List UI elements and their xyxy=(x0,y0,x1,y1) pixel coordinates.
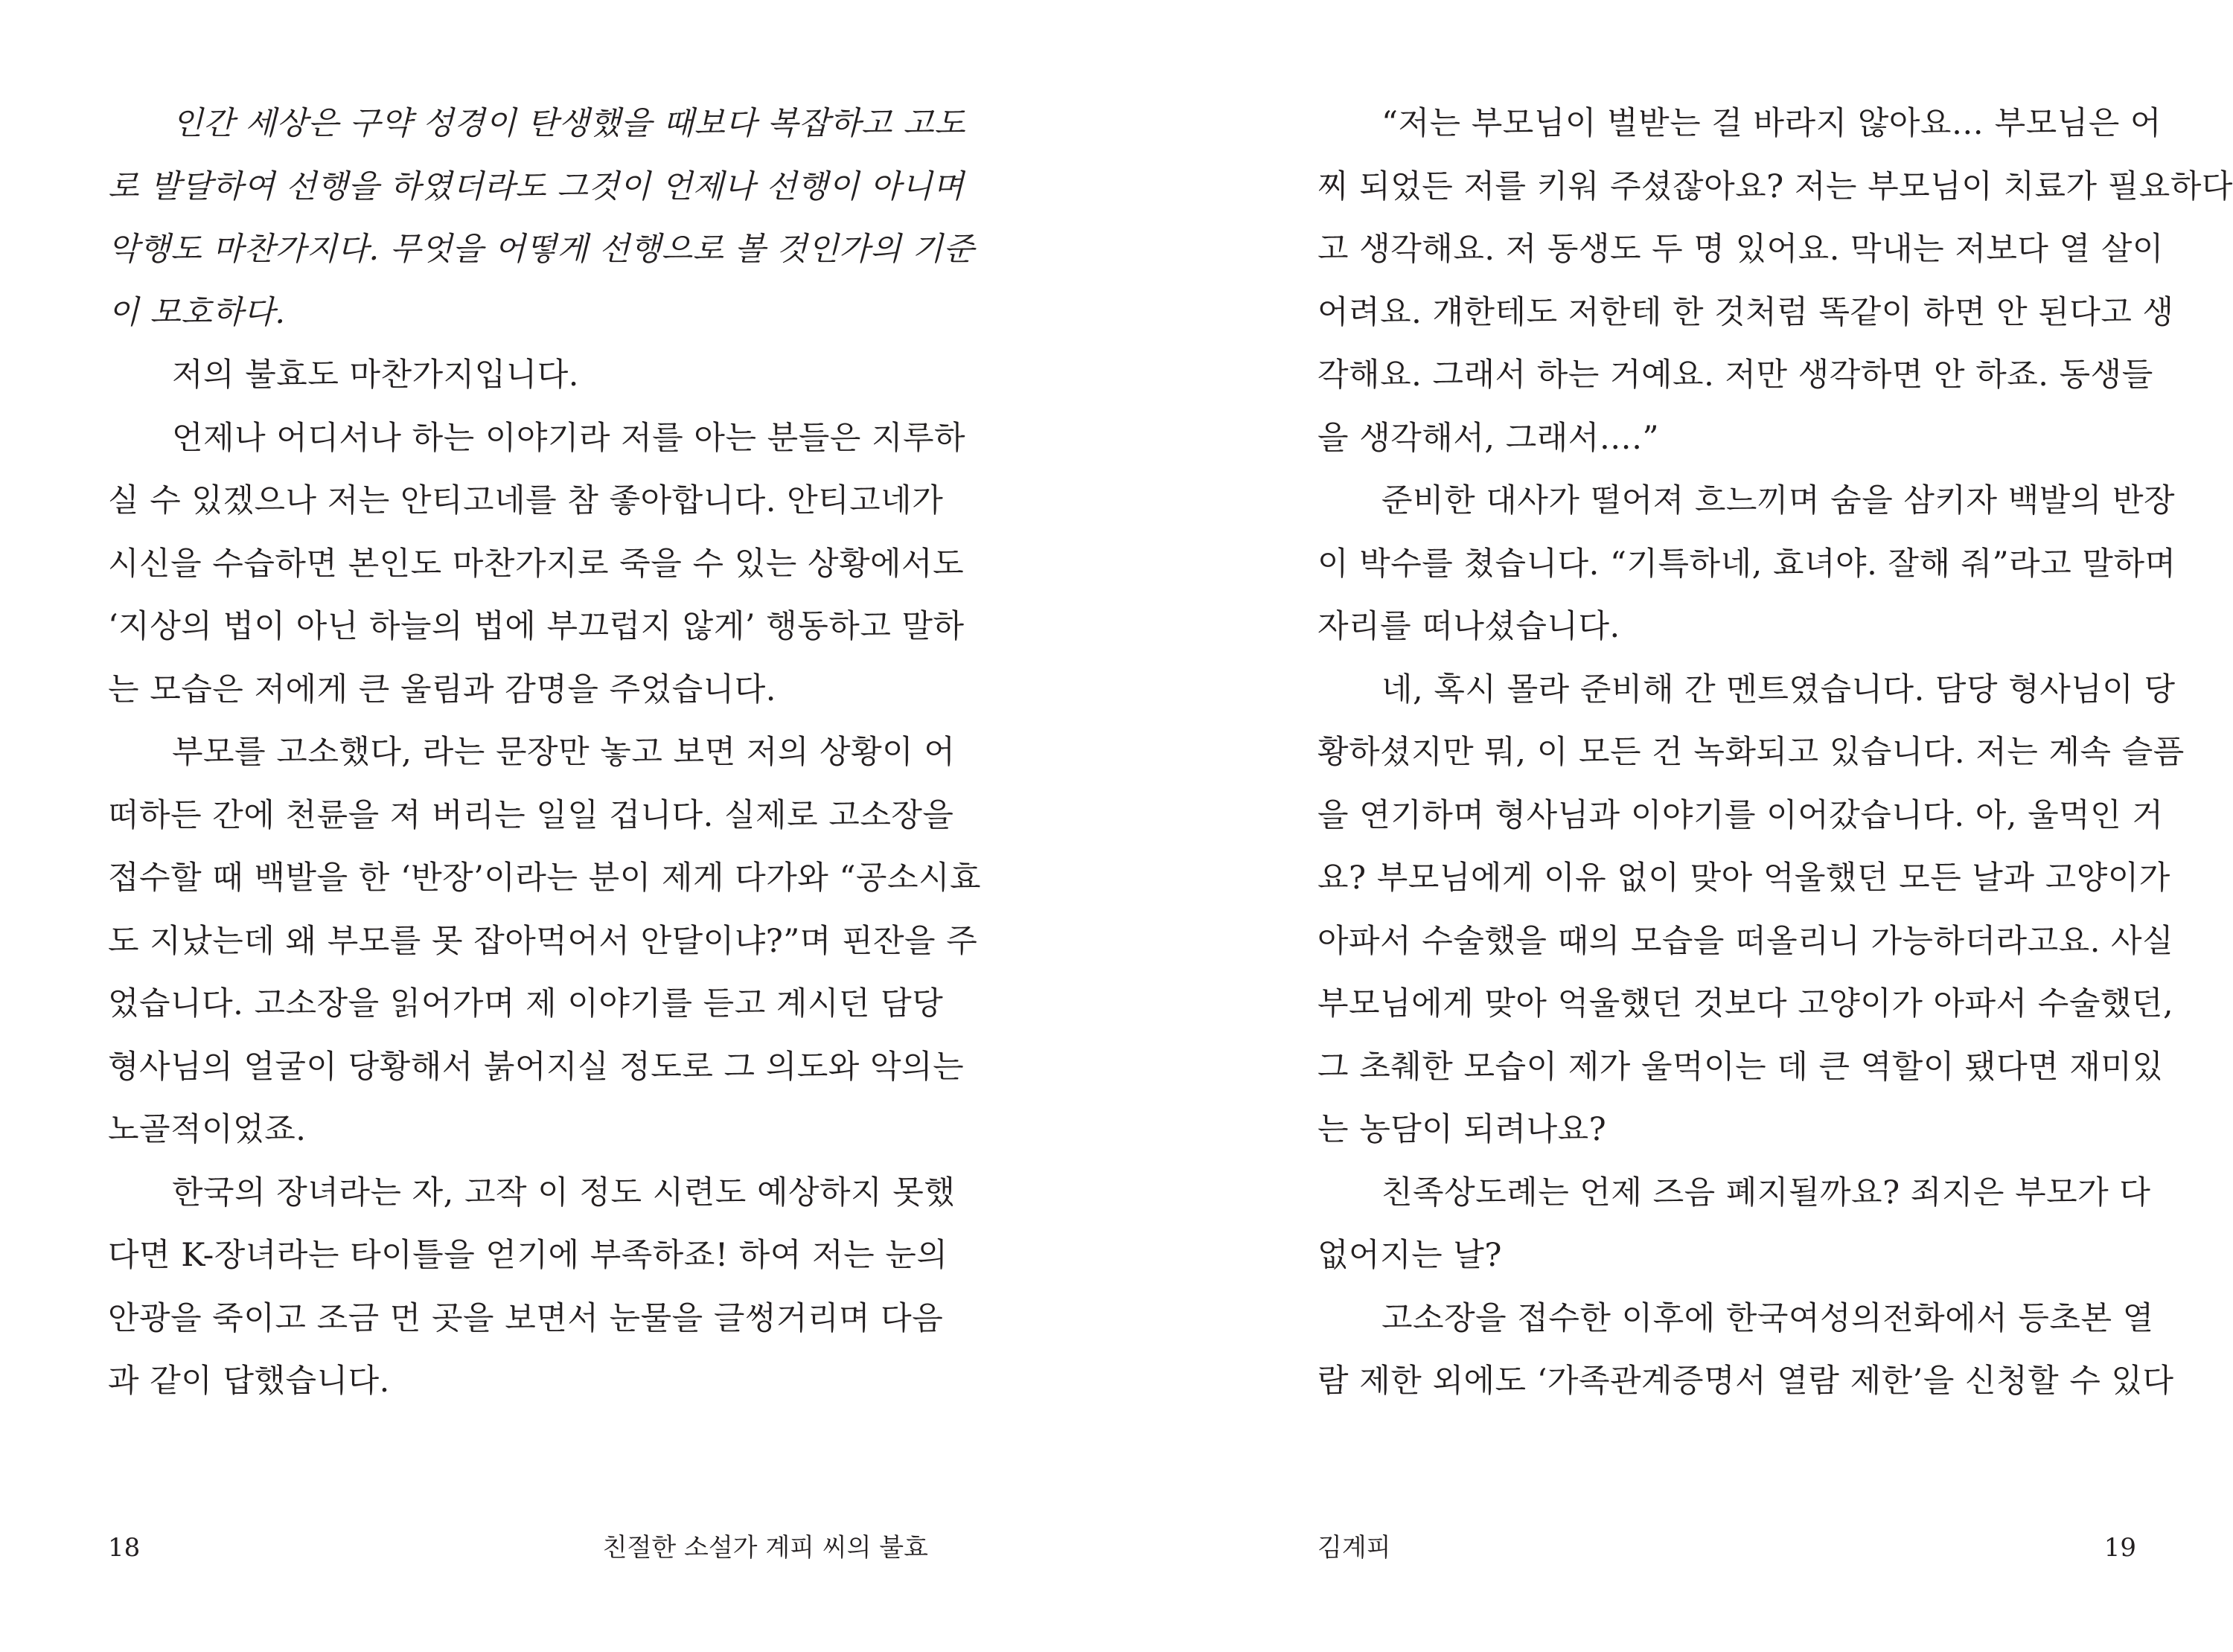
page-number: 18 xyxy=(108,1533,141,1563)
text-line: 어려요. 걔한테도 저한테 한 것처럼 똑같이 하면 안 된다고 생 xyxy=(1317,293,2174,331)
text-line: 부모를 고소했다, 라는 문장만 놓고 보면 저의 상황이 어 xyxy=(172,734,956,771)
text-line: 고소장을 접수한 이후에 한국여성의전화에서 등초본 열 xyxy=(1381,1299,2154,1337)
text-line: 시신을 수습하면 본인도 마찬가지로 죽을 수 있는 상황에서도 xyxy=(108,545,965,583)
paragraph xyxy=(108,407,966,722)
text-line: 요? 부모님에게 이유 없이 맞아 억울했던 모든 날과 고양이가 xyxy=(1317,859,2170,897)
text-line: 을 생각해서, 그래서….” xyxy=(1317,419,1659,457)
paragraph xyxy=(1317,659,2185,1162)
text-line: 악행도 마찬가지다. 무엇을 어떻게 선행으로 볼 것인가의 기준 xyxy=(108,231,975,268)
text-line: 었습니다. 고소장을 읽어가며 제 이야기를 듣고 계시던 담당 xyxy=(108,985,944,1022)
text-line: 찌 되었든 저를 키워 주셨잖아요? 저는 부모님이 치료가 필요하다 xyxy=(1317,167,2233,205)
text-line: 아파서 수술했을 때의 모습을 떠올리니 가능하더라고요. 사실 xyxy=(1317,922,2174,960)
text-line: 저의 불효도 마찬가지입니다. xyxy=(172,356,579,394)
text-line: 네, 혹시 몰라 준비해 간 멘트였습니다. 담당 형사님이 당 xyxy=(1381,670,2176,708)
text-line: 부모님에게 맞아 억울했던 것보다 고양이가 아파서 수술했던, xyxy=(1317,985,2174,1022)
paragraph xyxy=(1317,1162,2151,1287)
page-number: 19 xyxy=(2103,1533,2136,1563)
left-page xyxy=(0,0,1116,1652)
text-line: 한국의 장녀라는 자, 고작 이 정도 시련도 예상하지 못했 xyxy=(172,1174,956,1211)
running-title: 친절한 소설가 계피 씨의 불효 xyxy=(602,1533,928,1563)
paragraph xyxy=(108,721,982,1162)
text-line: 인간 세상은 구약 성경이 탄생했을 때보다 복잡하고 고도 xyxy=(172,105,966,142)
paragraph xyxy=(108,1162,956,1413)
paragraph xyxy=(1317,1287,2174,1413)
text-line: 실 수 있겠으나 저는 안티고네를 참 좋아합니다. 안티고네가 xyxy=(108,482,944,519)
text-line: 친족상도례는 언제 즈음 폐지될까요? 죄지은 부모가 다 xyxy=(1381,1174,2151,1211)
text-line: 준비한 대사가 떨어져 흐느끼며 숨을 삼키자 백발의 반장 xyxy=(1381,482,2176,519)
text-line: “저는 부모님이 벌받는 걸 바라지 않아요… 부모님은 어 xyxy=(1381,105,2162,142)
text-line: 없어지는 날? xyxy=(1317,1237,1502,1274)
text-line: 이 모호하다. xyxy=(108,293,286,331)
text-line: 그 초췌한 모습이 제가 울먹이는 데 큰 역할이 됐다면 재미있 xyxy=(1317,1048,2164,1086)
text-line: 노골적이었죠. xyxy=(108,1111,307,1148)
text-line: 는 농담이 되려나요? xyxy=(1317,1111,1607,1148)
right-page xyxy=(1116,0,2233,1652)
right-page-body xyxy=(1317,92,2233,1413)
running-title: 김계피 xyxy=(1317,1533,1391,1563)
text-line: 접수할 때 백발을 한 ‘반장’이라는 분이 제게 다가와 “공소시효 xyxy=(108,859,982,897)
text-line: 이 박수를 쳤습니다. “기특하네, 효녀야. 잘해 줘”라고 말하며 xyxy=(1317,545,2176,583)
text-line: 황하셨지만 뭐, 이 모든 건 녹화되고 있습니다. 저는 계속 슬픔 xyxy=(1317,734,2185,771)
text-line: 는 모습은 저에게 큰 울림과 감명을 주었습니다. xyxy=(108,670,776,708)
text-line: 형사님의 얼굴이 당황해서 붉어지실 정도로 그 의도와 악의는 xyxy=(108,1048,965,1086)
text-line: 고 생각해요. 저 동생도 두 명 있어요. 막내는 저보다 열 살이 xyxy=(1317,231,2164,268)
text-line: 안광을 죽이고 조금 먼 곳을 보면서 눈물을 글썽거리며 다음 xyxy=(108,1299,944,1337)
text-line: 을 연기하며 형사님과 이야기를 이어갔습니다. 아, 울먹인 거 xyxy=(1317,796,2164,834)
text-line: 람 제한 외에도 ‘가족관계증명서 열람 제한’을 신청할 수 있다 xyxy=(1317,1363,2174,1400)
text-line: 언제나 어디서나 하는 이야기라 저를 아는 분들은 지루하 xyxy=(172,419,966,457)
left-page-body xyxy=(108,92,982,1413)
paragraph xyxy=(108,344,927,407)
paragraph xyxy=(1317,92,2233,470)
text-line: 각해요. 그래서 하는 거예요. 저만 생각하면 안 하죠. 동생들 xyxy=(1317,356,2153,394)
text-line: ‘지상의 법이 아닌 하늘의 법에 부끄럽지 않게’ 행동하고 말하 xyxy=(108,608,965,645)
text-line: 떠하든 간에 천륜을 져 버리는 일일 겁니다. 실제로 고소장을 xyxy=(108,796,954,834)
text-line: 도 지났는데 왜 부모를 못 잡아먹어서 안달이냐?”며 핀잔을 주 xyxy=(108,922,978,960)
text-line: 자리를 떠나셨습니다. xyxy=(1317,608,1620,645)
italic-quote-paragraph xyxy=(108,92,975,344)
text-line: 로 발달하여 선행을 하였더라도 그것이 언제나 선행이 아니며 xyxy=(108,167,965,205)
text-line: 다면 K-장녀라는 타이틀을 얻기에 부족하죠! 하여 저는 눈의 xyxy=(108,1237,948,1274)
paragraph xyxy=(1317,470,2176,659)
text-line: 과 같이 답했습니다. xyxy=(108,1363,390,1400)
